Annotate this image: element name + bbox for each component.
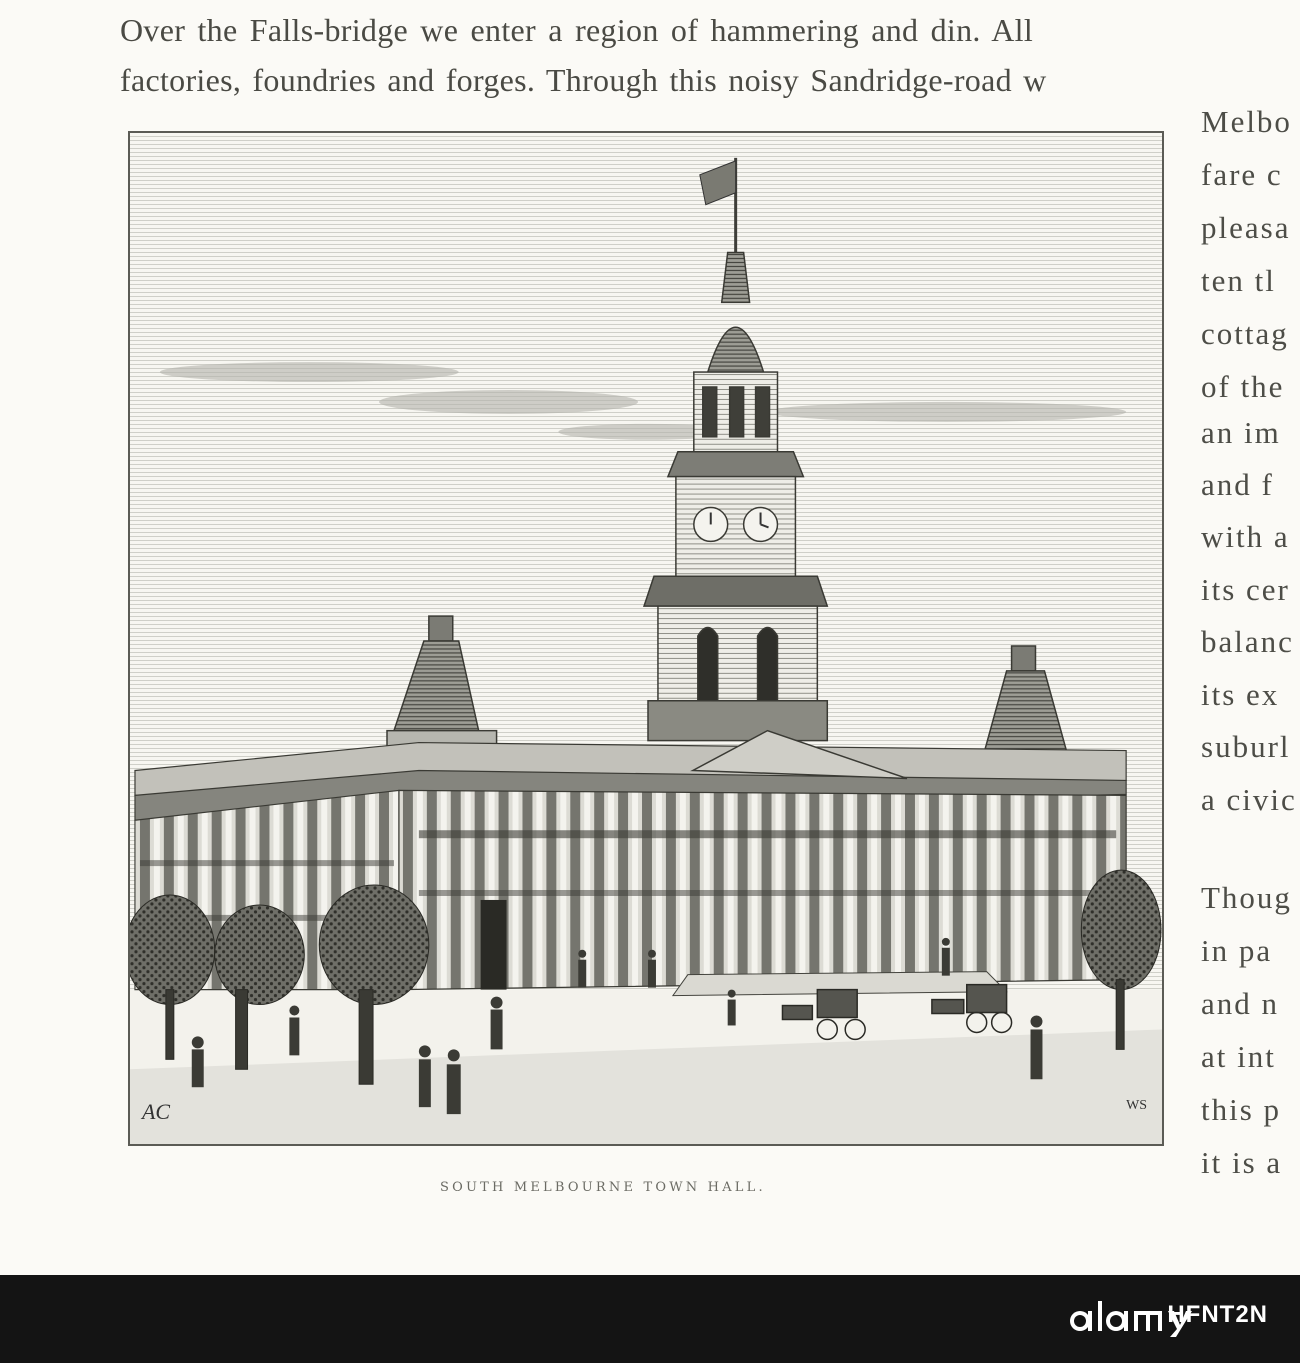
- clock-tower: [644, 253, 827, 741]
- column-text-line: Melbo: [1201, 104, 1292, 139]
- signature-left: AC: [141, 1099, 170, 1125]
- column-text-line: pleasa: [1201, 210, 1291, 245]
- column-text-line: suburl: [1201, 729, 1291, 764]
- column-text-line: an im: [1201, 415, 1281, 450]
- column-text-line: a civic: [1201, 782, 1297, 817]
- town-hall-engraving: [128, 131, 1164, 1146]
- column-text-line: at int: [1201, 1039, 1276, 1074]
- column-text-line: its ex: [1201, 677, 1280, 712]
- column-text-line: fare c: [1201, 157, 1283, 192]
- signature-right: WS: [1126, 1098, 1148, 1114]
- entrance-door: [481, 900, 507, 990]
- column-text-line: ten tl: [1201, 263, 1276, 298]
- clouds: [160, 362, 1126, 440]
- column-text-line: it is a: [1201, 1145, 1283, 1180]
- column-text-line: and n: [1201, 986, 1280, 1021]
- body-text-line-1: Over the Falls-bridge we enter a region of hammering and din. All: [120, 12, 1034, 48]
- image-id: HFNT2N: [1167, 1301, 1268, 1328]
- flag: [700, 158, 736, 253]
- town-hall-illustration: [130, 133, 1162, 1144]
- main-facade: [399, 790, 1126, 989]
- column-text-line: cottag: [1201, 316, 1289, 351]
- column-text-line: this p: [1201, 1092, 1282, 1127]
- column-text-line: balanc: [1201, 624, 1294, 659]
- illustration-caption: SOUTH MELBOURNE TOWN HALL.: [440, 1180, 766, 1195]
- column-text-line: of the: [1201, 369, 1285, 404]
- column-text-line: Thoug: [1201, 880, 1292, 915]
- column-text-line: its cer: [1201, 572, 1290, 607]
- column-text-line: in pa: [1201, 933, 1273, 968]
- column-text-line: and f: [1201, 467, 1274, 502]
- column-text-line: with a: [1201, 519, 1290, 554]
- body-text-line-2: factories, foundries and forges. Through this noisy Sandridge-road w: [120, 62, 1047, 98]
